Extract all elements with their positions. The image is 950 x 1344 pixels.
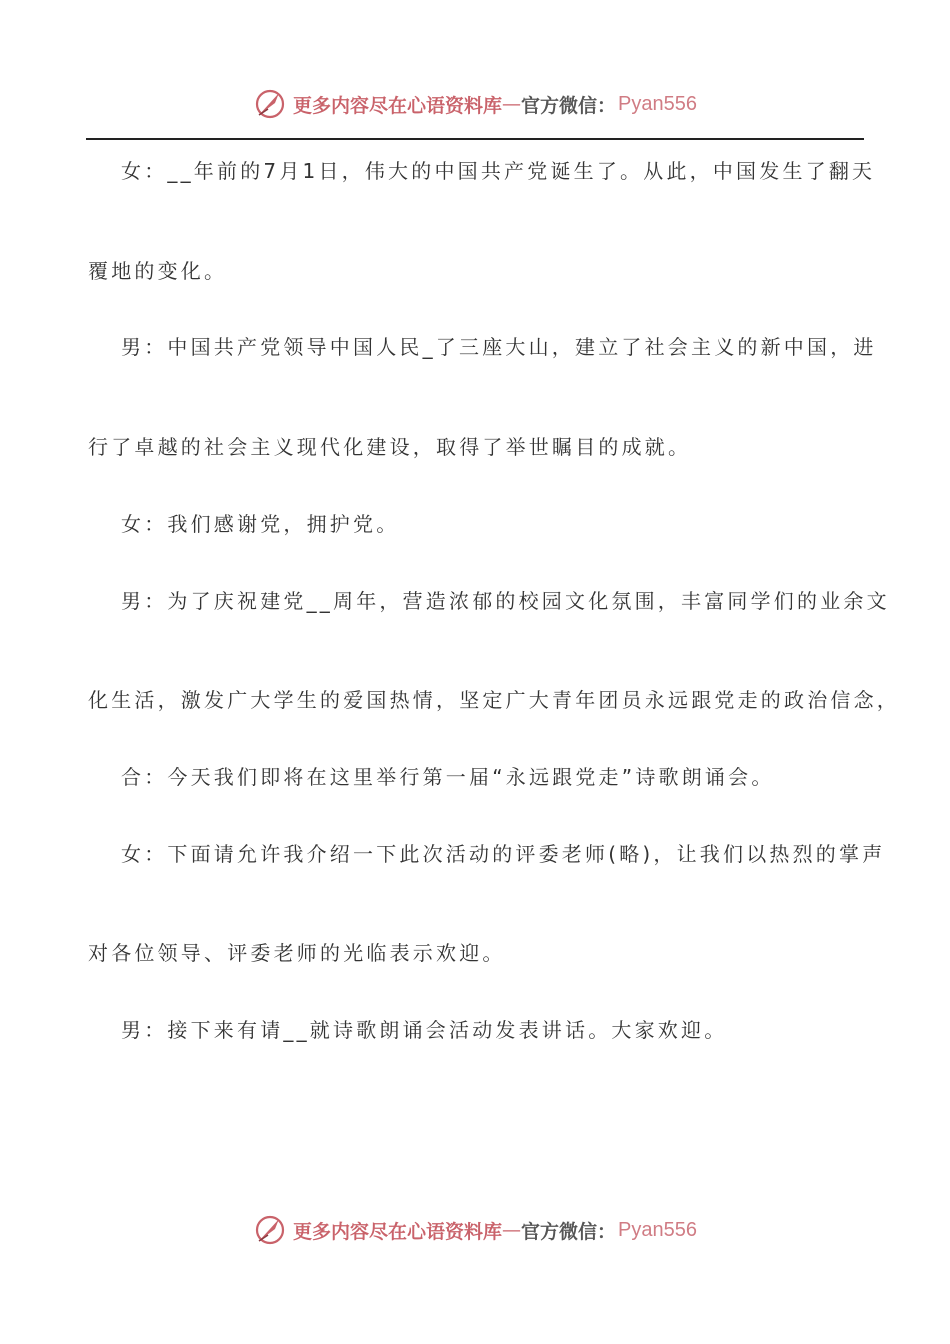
footer-banner — [0, 1210, 950, 1250]
footer-dash: — — [502, 1219, 522, 1241]
paragraph-line: 合：今天我们即将在这里举行第一届“永远跟党走”诗歌朗诵会。 — [121, 765, 775, 789]
paragraph-line: 女：我们感谢党，拥护党。 — [121, 512, 400, 536]
header-divider — [86, 138, 864, 140]
header-dash: — — [502, 93, 522, 115]
header-site-name: 更多内容尽在心语资料库 — [293, 94, 503, 117]
paragraph-line: 男：接下来有请__就诗歌朗诵会活动发表讲话。大家欢迎。 — [121, 1018, 728, 1042]
header-banner — [0, 84, 950, 124]
paragraph-line: 女：下面请允许我介绍一下此次活动的评委老师(略)，让我们以热烈的掌声 — [121, 842, 886, 866]
quill-logo-icon — [253, 87, 287, 121]
paragraph-line: 男：中国共产党领导中国人民_了三座大山，建立了社会主义的新中国，进 — [121, 335, 877, 359]
footer-site-name: 更多内容尽在心语资料库 — [293, 1220, 503, 1243]
paragraph-line: 行了卓越的社会主义现代化建设，取得了举世瞩目的成就。 — [88, 435, 692, 459]
paragraph-line: 男：为了庆祝建党__周年，营造浓郁的校园文化氛围，丰富同学们的业余文 — [121, 589, 890, 613]
footer-wechat-label: 官方微信： — [521, 1220, 617, 1243]
quill-logo-icon — [253, 1213, 287, 1247]
paragraph-line: 女：__年前的7月1日，伟大的中国共产党诞生了。从此，中国发生了翻天 — [121, 159, 876, 183]
footer-wechat-id: Pyan556 — [618, 1218, 697, 1241]
header-wechat-id: Pyan556 — [618, 92, 697, 115]
paragraph-line: 覆地的变化。 — [88, 259, 228, 283]
header-wechat-label: 官方微信： — [521, 94, 617, 117]
paragraph-line: 化生活，激发广大学生的爱国热情，坚定广大青年团员永远跟党走的政治信念， — [88, 688, 900, 712]
paragraph-line: 对各位领导、评委老师的光临表示欢迎。 — [88, 941, 506, 965]
